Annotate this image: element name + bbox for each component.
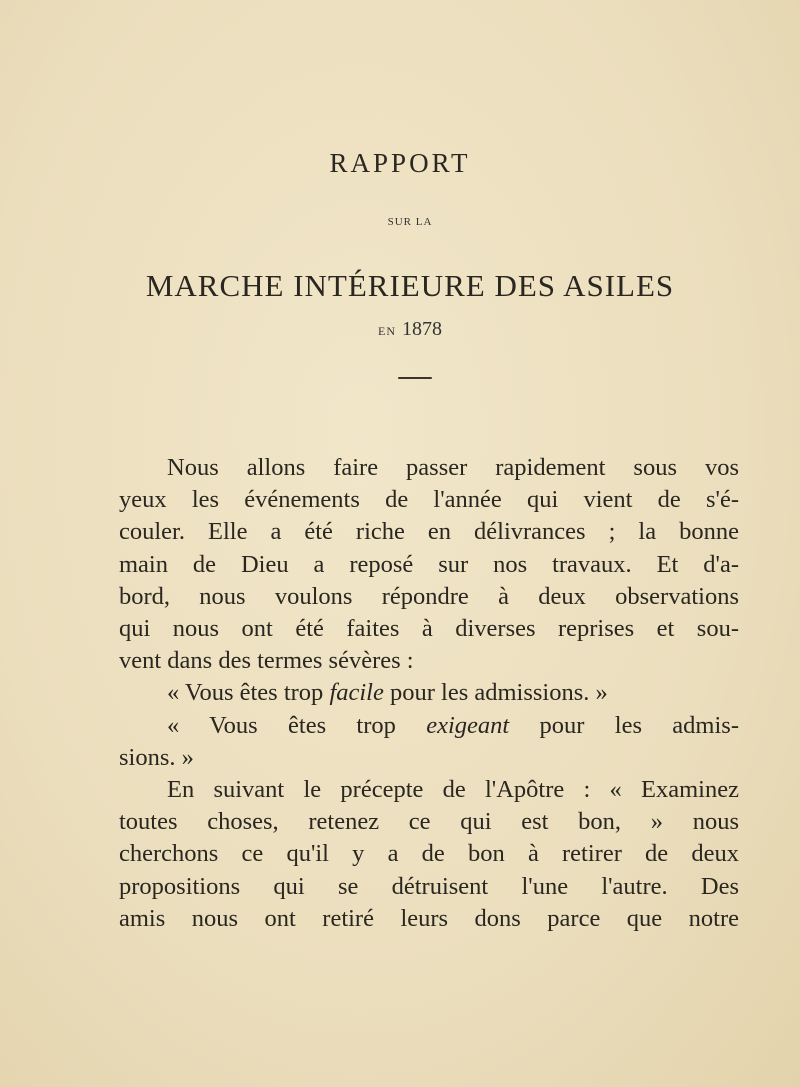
- quote-text: « Vous êtes trop: [167, 711, 427, 739]
- year-line: [0, 318, 800, 341]
- quote-emphasis: exigeant: [426, 711, 510, 739]
- text-line: En suivant le précepte de l'Apôtre : « Examinez: [167, 776, 739, 804]
- text-line: yeux les événements de l'année qui vient de s'é-: [119, 486, 739, 514]
- page-subtitle: MARCHE INTÉRIEURE DES ASILES: [145, 268, 675, 303]
- year-prefix: EN: [378, 324, 396, 338]
- text-line: bord, nous voulons répondre à deux observations: [119, 582, 739, 610]
- text-line: cherchons ce qu'il y a de bon à retirer de deux: [119, 840, 739, 868]
- text-line: main de Dieu a reposé sur nos travaux. Et d'a-: [119, 550, 739, 578]
- text-line: vent dans des termes sévères :: [119, 647, 414, 675]
- text-line: amis nous ont retiré leurs dons parce que notre: [119, 904, 739, 932]
- body-text: [119, 452, 739, 935]
- quote-line-exigeant: [119, 710, 739, 742]
- quote-text: pour les admis-: [509, 711, 739, 739]
- text-line: propositions qui se détruisent l'une l'autre. Des: [119, 872, 739, 900]
- text-line: sions. »: [119, 743, 194, 771]
- title-connector: SUR LA: [387, 216, 433, 228]
- page-title: RAPPORT: [329, 148, 471, 178]
- quote-emphasis: facile: [329, 679, 384, 707]
- quote-line-facile: [119, 677, 739, 709]
- quote-text: « Vous êtes trop: [167, 679, 330, 707]
- year-value: 1878: [402, 318, 442, 340]
- text-line: Nous allons faire passer rapidement sous vos: [167, 454, 739, 481]
- text-line: qui nous ont été faites à diverses reprises et sou-: [119, 615, 739, 643]
- text-line: couler. Elle a été riche en délivrances ; la bonne: [119, 518, 739, 546]
- quote-text: pour les admissions. »: [383, 679, 608, 707]
- ornament-divider: [398, 377, 432, 379]
- text-line: toutes choses, retenez ce qui est bon, » nous: [119, 808, 739, 836]
